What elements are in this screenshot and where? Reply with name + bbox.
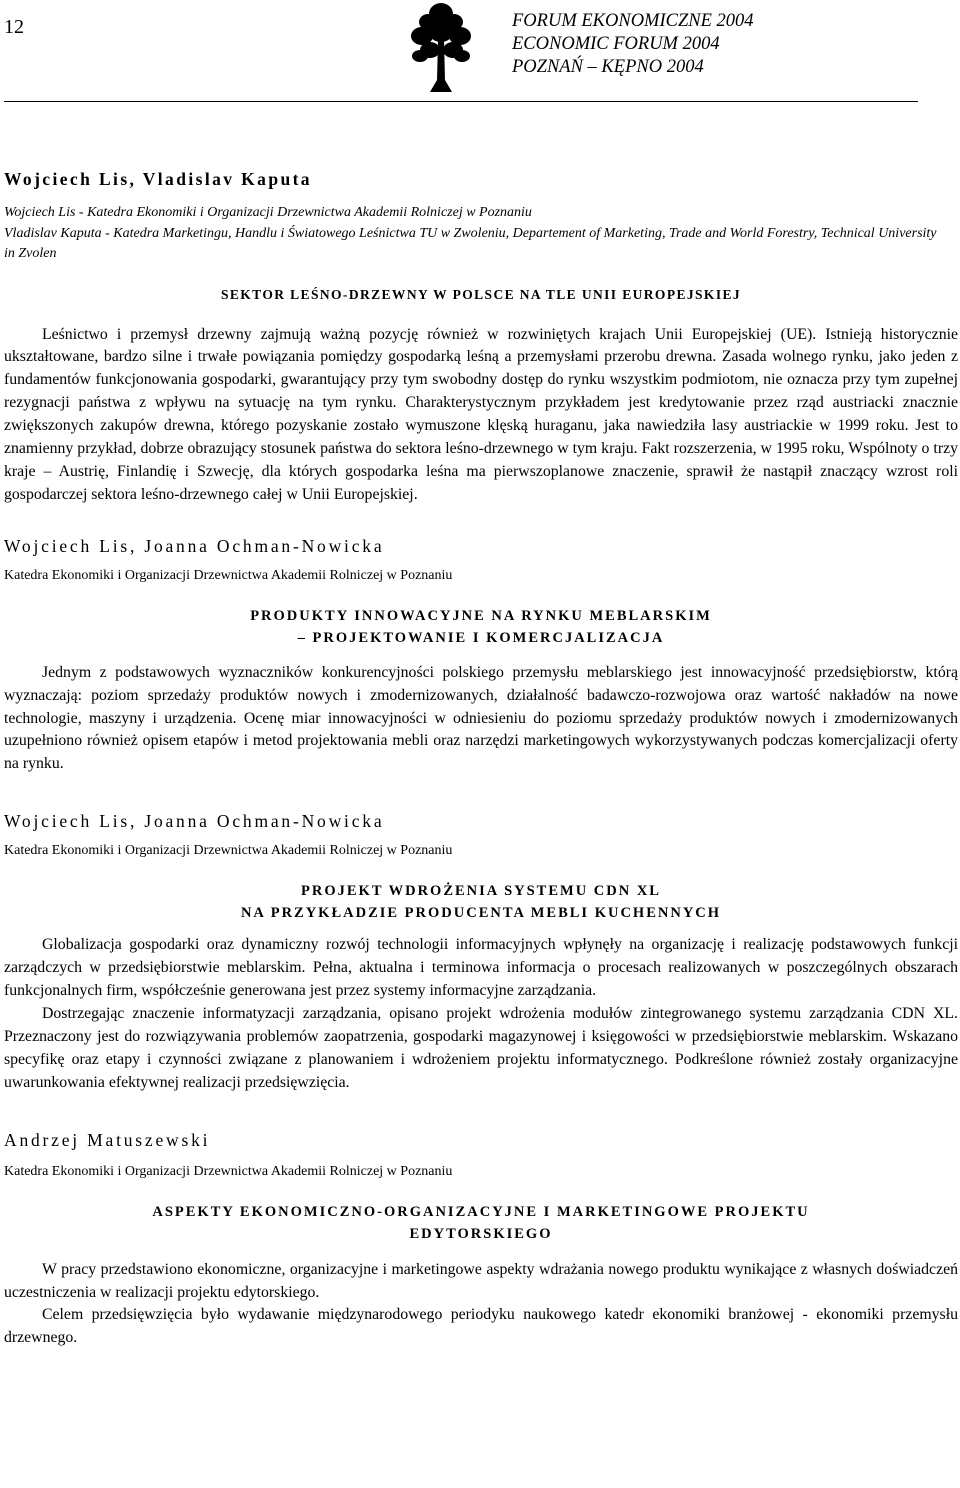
article-abstract: Jednym z podstawowych wyznaczników konkurencyjności polskiego przemysłu meblarskiego jest innowacyjność przedsiębiorstw, którą wyznaczają: poziom sprzedaży produktów nowych i zmodernizowanych, działalność badawczo-rozwojowa oraz wartość nakładów na nowe technologie, maszyny i urządzenia. Ocenę miar innowacyjności w odniesieniu do poziomu sprzedaży produktów nowych i zmodernizowanych uzupełniono również opisem etapów i metod projektowania mebli oraz narzędzi marketingowych wykorzystywanych podczas komercjalizacji oferty na rynku. [4, 663, 958, 773]
article-affiliation: Katedra Ekonomiki i Organizacji Drzewnictwa Akademii Rolniczej w Poznaniu [4, 567, 453, 583]
article-title-line-2: EDYTORSKIEGO [409, 1225, 553, 1242]
article-title-line-2: NA PRZYKŁADZIE PRODUCENTA MEBLI KUCHENNYCH [240, 905, 722, 922]
conference-line: ECONOMIC FORUM 2004 [512, 34, 720, 54]
article-title: PRODUKTY INNOWACYJNE NA RYNKU MEBLARSKIM [250, 607, 712, 624]
article-title: SEKTOR LEŚNO-DRZEWNY W POLSCE NA TLE UNII EUROPEJSKIEJ [220, 286, 742, 302]
header-rule [4, 101, 918, 102]
abstract-4 [4, 1129, 958, 1351]
abstract-2 [4, 535, 958, 777]
article-abstract: Globalizacja gospodarki oraz dynamiczny rozwój technologii informacyjnych wpłynęły na organizację i realizację podstawowych funkcji zarządczych w przedsiębiorstwie meblarskim. Pełna, aktualna i terminowa informacja o procesach realizowanych w poszczególnych obszarach funkcjonalnych firm, współcześnie generowana jest przez systemy informacyjne zarządzania. [4, 936, 958, 1000]
abstract-1 [4, 168, 958, 507]
article-authors: Wojciech Lis, Joanna Ochman-Nowicka [4, 535, 385, 556]
article-authors: Wojciech Lis, Vladislav Kaputa [4, 169, 312, 189]
conference-line: POZNAŃ – KĘPNO 2004 [512, 57, 704, 77]
tree-logo-icon [408, 0, 474, 96]
page-number: 12 [4, 16, 24, 38]
article-abstract-2: Dostrzegając znaczenie informatyzacji zarządzania, opisano projekt wdrożenia modułów zintegrowanego systemu zarządzania CDN XL. Przeznaczony jest do rozwiązywania problemów zaopatrzenia, gospodarki magazynowej i księgowości w przedsiębiorstwie meblarskim. Wskazano specyfikę oraz etapy i czynności związane z planowaniem i wdrożeniem projektu informatycznego. Podkreślone również zostały organizacyjne uwarunkowania efektywnej realizacji przedsięwzięcia. [4, 1005, 958, 1091]
article-title: ASPEKTY EKONOMICZNO-ORGANIZACYJNE I MARKETINGOWE PROJEKTU [152, 1203, 810, 1220]
article-authors: Wojciech Lis, Joanna Ochman-Nowicka [4, 811, 385, 832]
article-abstract-2: Celem przedsięwzięcia było wydawanie międzynarodowego periodyku naukowego katedr ekonomiki branżowej - ekonomiki przemysłu drzewnego. [4, 1306, 958, 1347]
article-affiliation: Wojciech Lis - Katedra Ekonomiki i Organizacji Drzewnictwa Akademii Rolniczej w Poznaniu Vladislav Kaputa - Katedra Marketingu, Handlu i Światowego Leśnictwa TU w Zwoleniu, Departement of Marketing, Trade and World Forestry, Technical University in Zvolen [4, 205, 937, 261]
article-affiliation: Katedra Ekonomiki i Organizacji Drzewnictwa Akademii Rolniczej w Poznaniu [4, 843, 453, 859]
article-abstract: W pracy przedstawiono ekonomiczne, organizacyjne i marketingowe aspekty wdrażania nowego produktu wynikające z własnych doświadczeń uczestniczenia w realizacji projektu edytorskiego. [4, 1260, 958, 1301]
conference-header [512, 10, 754, 79]
conference-line: FORUM EKONOMICZNE 2004 [512, 11, 754, 31]
abstract-3 [4, 810, 958, 1094]
article-title-line-2: – PROJEKTOWANIE I KOMERCJALIZACJA [297, 629, 665, 646]
article-authors: Andrzej Matuszewski [4, 1129, 211, 1150]
article-title: PROJEKT WDROŻENIA SYSTEMU CDN XL [301, 883, 661, 900]
article-affiliation: Katedra Ekonomiki i Organizacji Drzewnictwa Akademii Rolniczej w Poznaniu [4, 1163, 453, 1179]
abstracts [4, 168, 958, 1350]
article-abstract: Leśnictwo i przemysł drzewny zajmują ważną pozycję również w rozwiniętych krajach Unii Europejskiej (UE). Istnieją historycznie ukształtowane, bardzo silne i trwałe powiązania pomiędzy gospodarką leśną a przemysłami przerobu drewna. Zasada wolnego rynku, jako jeden z fundamentów funkcjonowania gospodarki, gwarantujący przy tym swobodny dostęp do rynku wszystkim podmiotom, nie oznacza przy tym zupełnej rezygnacji państwa z wpływu na sytuację na tym rynku. Charakterystycznym przykładem jest kredytowanie przez rząd austriacki znacznie zwiększonych zakupów drewna, którego pozyskanie zostało wymuszone klęską huraganu, jaka nawiedziła lasy austriackie w 1999 roku. Jest to znamienny przykład, dobrze obrazujący stosunek państwa do sektora leśno-drzewnego w tym kraju. Fakt rozszerzenia, w 1995 roku, Wspólnoty o trzy kraje – Austrię, Finlandię i Szwecję, dla których gospodarka leśna ma pierwszoplanowe znaczenie, sprawił że nastąpił znaczący wzrost roli gospodarczej sektora leśno-drzewnego całej w Unii Europejskiej. [4, 325, 958, 503]
